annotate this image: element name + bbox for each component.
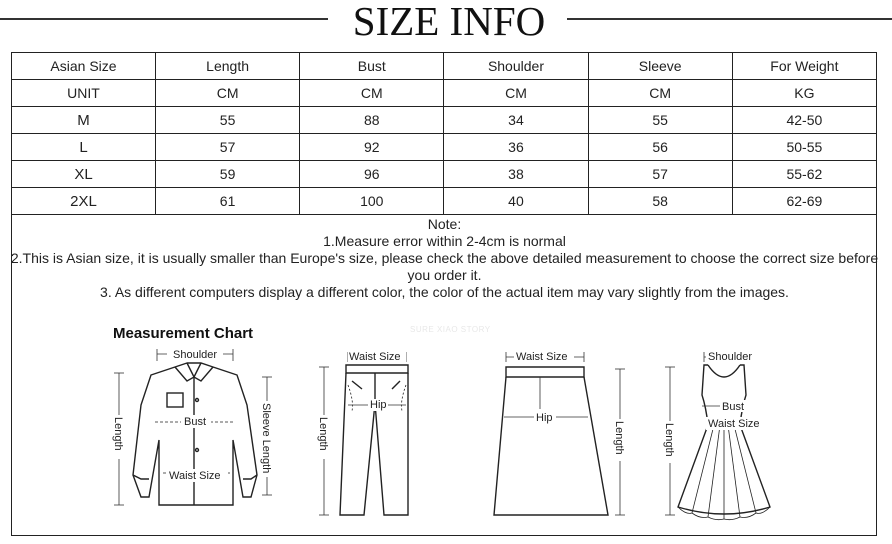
table-cell: CM	[156, 80, 300, 107]
table-cell: CM	[300, 80, 444, 107]
table-cell: CM	[444, 80, 588, 107]
table-cell: 50-55	[732, 134, 876, 161]
skirt-waist-label: Waist Size	[516, 351, 568, 363]
table-cell: 36	[444, 134, 588, 161]
dress-length-label: Length	[663, 423, 675, 457]
table-header-cell: Length	[156, 53, 300, 80]
table-cell: 96	[300, 161, 444, 188]
dress-bust-label: Bust	[722, 401, 745, 413]
table-cell: 92	[300, 134, 444, 161]
pants-waist-label: Waist Size	[349, 351, 401, 363]
table-cell: 34	[444, 107, 588, 134]
table-cell: 56	[588, 134, 732, 161]
table-header-cell: Sleeve	[588, 53, 732, 80]
measurement-chart-title: Measurement Chart	[113, 325, 254, 342]
shirt-bust-label: Bust	[184, 416, 207, 428]
page-title: SIZE INFO	[352, 0, 546, 44]
shirt-diagram	[105, 345, 285, 515]
table-cell: UNIT	[12, 80, 156, 107]
table-unit-row	[12, 80, 877, 107]
table-cell: KG	[732, 80, 876, 107]
table-row	[12, 188, 877, 215]
size-table	[11, 52, 877, 215]
table-cell: 38	[444, 161, 588, 188]
skirt-icon	[490, 345, 630, 525]
table-header-row	[12, 53, 877, 80]
shirt-sleeve-label: Sleeve Length	[260, 403, 272, 474]
shirt-waist-label: Waist Size	[169, 470, 221, 482]
dress-waist-label: Waist Size	[708, 418, 760, 430]
title-row	[0, 0, 892, 46]
dress-shoulder-label: Shoulder	[708, 351, 753, 363]
table-cell: XL	[12, 161, 156, 188]
table-cell: 57	[156, 134, 300, 161]
notes-section	[0, 216, 889, 301]
shirt-length-label: Length	[112, 417, 124, 451]
table-cell: 57	[588, 161, 732, 188]
table-cell: 59	[156, 161, 300, 188]
shirt-shoulder-label: Shoulder	[173, 349, 218, 361]
table-header-cell: Shoulder	[444, 53, 588, 80]
table-row	[12, 134, 877, 161]
table-cell: 40	[444, 188, 588, 215]
table-cell: CM	[588, 80, 732, 107]
table-row	[12, 107, 877, 134]
dress-icon	[664, 345, 784, 525]
table-header-cell: Asian Size	[12, 53, 156, 80]
pants-hip-label: Hip	[370, 399, 387, 411]
table-cell: M	[12, 107, 156, 134]
table-cell: L	[12, 134, 156, 161]
skirt-length-label: Length	[613, 421, 625, 455]
table-header-cell: For Weight	[732, 53, 876, 80]
table-cell: 58	[588, 188, 732, 215]
notes-heading: Note:	[427, 216, 462, 232]
table-row	[12, 161, 877, 188]
pants-icon	[312, 345, 422, 525]
table-cell: 55	[156, 107, 300, 134]
table-cell: 55	[588, 107, 732, 134]
table-header-cell: Bust	[300, 53, 444, 80]
pants-diagram	[312, 345, 422, 525]
pants-length-label: Length	[317, 417, 329, 451]
table-cell: 62-69	[732, 188, 876, 215]
title-rule-left	[0, 18, 328, 20]
note-line-3: 3. As different computers display a different color, the color of the actual item may vary slightly from the images.	[100, 284, 789, 300]
table-cell: 88	[300, 107, 444, 134]
title-rule-right	[567, 18, 892, 20]
watermark: SURE XIAO STORY	[410, 325, 491, 334]
table-cell: 61	[156, 188, 300, 215]
skirt-hip-label: Hip	[536, 412, 553, 424]
skirt-diagram	[490, 345, 630, 525]
table-cell: 2XL	[12, 188, 156, 215]
table-cell: 42-50	[732, 107, 876, 134]
note-line-1: 1.Measure error within 2-4cm is normal	[323, 233, 566, 249]
table-cell: 100	[300, 188, 444, 215]
shirt-icon	[105, 345, 285, 515]
table-cell: 55-62	[732, 161, 876, 188]
note-line-2: 2.This is Asian size, it is usually smaller than Europe's size, please check the above detailed measurement to choose the correct size before you order it.	[10, 250, 879, 283]
dress-diagram	[664, 345, 784, 525]
